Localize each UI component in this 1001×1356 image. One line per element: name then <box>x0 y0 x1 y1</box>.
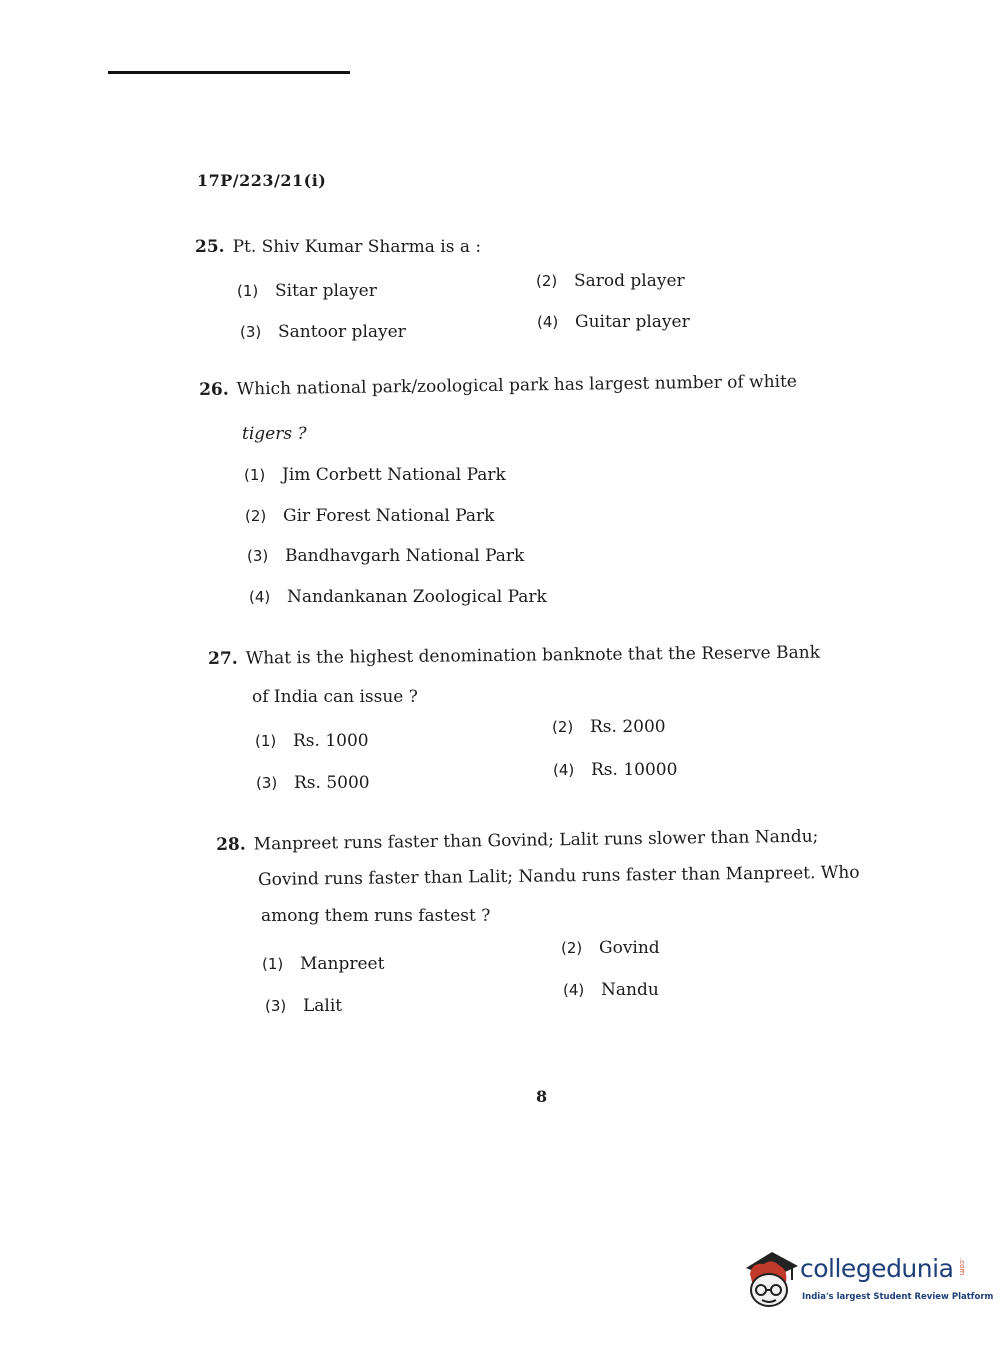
option-text: Guitar player <box>575 312 690 332</box>
option-text: Jim Corbett National Park <box>282 465 506 485</box>
logo-suffix: .com <box>958 1258 966 1276</box>
option-26-4 <box>249 587 547 607</box>
option-text: Rs. 1000 <box>293 731 369 751</box>
option-number: (3) <box>265 997 287 1015</box>
question-number: 26. <box>199 379 229 400</box>
option-number: (4) <box>249 588 271 606</box>
question-28-line2: Govind runs faster than Lalit; Nandu runs faster than Manpreet. Who <box>258 862 860 890</box>
question-text: What is the highest denomination banknote that the Reserve Bank <box>245 642 821 669</box>
option-number: (2) <box>561 939 583 957</box>
option-25-4 <box>537 312 690 332</box>
option-number: (1) <box>244 466 266 484</box>
option-27-1 <box>255 731 369 751</box>
option-26-2 <box>245 506 494 526</box>
mascot-icon <box>742 1248 800 1314</box>
option-number: (2) <box>552 718 574 736</box>
option-number: (4) <box>553 761 575 779</box>
question-number: 25. <box>195 237 225 257</box>
option-26-1 <box>244 465 506 485</box>
option-number: (1) <box>237 282 259 300</box>
top-rule <box>108 71 350 74</box>
question-27-line2: of India can issue ? <box>252 687 418 707</box>
question-26 <box>199 372 797 400</box>
option-25-1 <box>237 281 377 301</box>
option-number: (1) <box>255 732 277 750</box>
option-28-2 <box>561 938 660 958</box>
option-number: (3) <box>256 774 278 792</box>
question-28-line3: among them runs fastest ? <box>261 906 491 926</box>
question-28 <box>216 827 818 855</box>
question-text: Which national park/zoological park has largest number of white <box>236 371 798 400</box>
option-number: (2) <box>245 507 267 525</box>
question-27 <box>208 643 820 669</box>
option-26-3 <box>247 546 524 566</box>
question-number: 27. <box>208 648 238 669</box>
option-text: Nandankanan Zoological Park <box>287 587 547 607</box>
page-number: 8 <box>536 1087 548 1106</box>
question-text: Pt. Shiv Kumar Sharma is a : <box>232 237 482 257</box>
logo-wordmark: collegedunia <box>800 1254 954 1283</box>
option-number: (2) <box>536 272 558 290</box>
option-text: Bandhavgarh National Park <box>285 546 525 566</box>
option-text: Sitar player <box>275 281 377 301</box>
collegedunia-logo <box>742 1248 994 1318</box>
question-26-line2: tigers ? <box>242 424 307 444</box>
option-25-3 <box>240 322 406 342</box>
option-27-4 <box>553 760 677 780</box>
option-text: Sarod player <box>574 271 685 291</box>
option-number: (3) <box>247 547 269 565</box>
option-28-1 <box>262 954 384 974</box>
option-number: (3) <box>240 323 262 341</box>
option-number: (4) <box>563 981 585 999</box>
option-text: Gir Forest National Park <box>283 506 495 526</box>
question-text: Manpreet runs faster than Govind; Lalit runs slower than Nandu; <box>253 826 819 855</box>
option-text: Santoor player <box>278 322 406 342</box>
option-text: Rs. 10000 <box>591 760 678 780</box>
option-25-2 <box>536 271 685 291</box>
option-27-3 <box>256 773 370 793</box>
option-text: Rs. 5000 <box>294 773 370 793</box>
option-28-4 <box>563 980 659 1000</box>
option-text: Rs. 2000 <box>590 717 666 737</box>
option-text: Nandu <box>601 980 659 1000</box>
option-number: (1) <box>262 955 284 973</box>
question-number: 28. <box>216 834 246 855</box>
logo-tagline: India's largest Student Review Platform <box>802 1292 994 1302</box>
option-text: Lalit <box>303 996 343 1016</box>
option-number: (4) <box>537 313 559 331</box>
option-28-3 <box>265 996 342 1016</box>
question-25 <box>195 237 481 257</box>
option-text: Govind <box>599 938 660 958</box>
option-27-2 <box>552 717 666 737</box>
option-text: Manpreet <box>300 954 385 974</box>
paper-code: 17P/223/21(i) <box>197 171 327 190</box>
